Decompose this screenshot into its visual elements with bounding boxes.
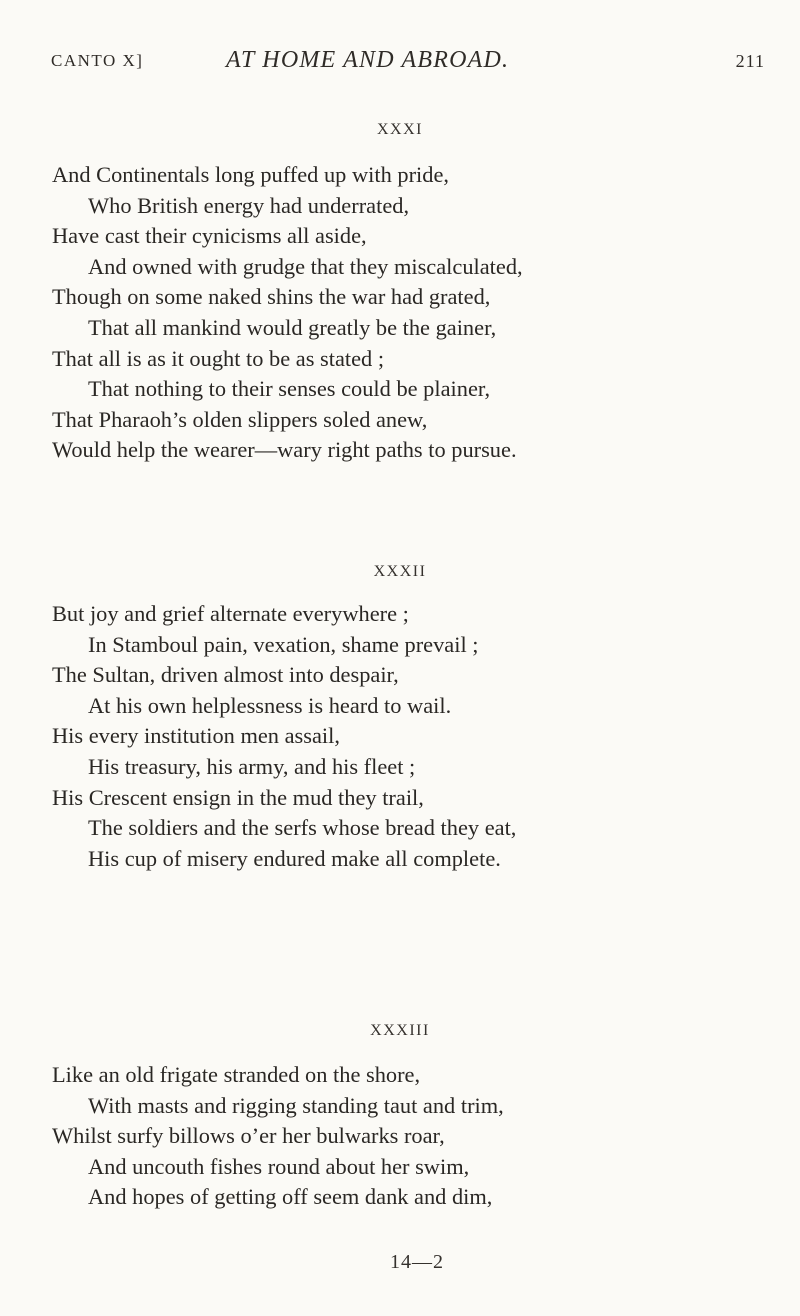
verse-line: The Sultan, driven almost into despair, <box>52 662 399 688</box>
stanza-number: XXXIII <box>370 1022 430 1039</box>
verse-line: That Pharaoh’s olden slippers soled anew, <box>52 406 428 432</box>
verse-line: That all is as it ought to be as stated ; <box>52 345 385 371</box>
stanza-xxxi <box>52 160 772 466</box>
verse-line: His treasury, his army, and his fleet ; <box>88 753 416 779</box>
verse-line: And uncouth fishes round about her swim, <box>88 1153 470 1179</box>
verse-line: His Crescent ensign in the mud they trail, <box>52 784 424 810</box>
verse-line: And owned with grudge that they miscalculated, <box>88 253 523 279</box>
stanza-number: XXXII <box>373 563 427 580</box>
verse-line: That nothing to their senses could be plainer, <box>88 376 491 402</box>
verse-line: And hopes of getting off seem dank and dim, <box>88 1184 493 1210</box>
verse-line: Would help the wearer—wary right paths to pursue. <box>52 437 517 463</box>
verse-line: The soldiers and the serfs whose bread they eat, <box>88 815 517 841</box>
verse-line: His cup of misery endured make all complete. <box>88 845 501 871</box>
stanza-xxxii <box>52 599 772 874</box>
running-head <box>51 46 765 76</box>
canto-label: CANTO X] <box>51 51 144 70</box>
verse-line: But joy and grief alternate everywhere ; <box>52 601 409 626</box>
verse-line: Whilst surfy billows o’er her bulwarks roar, <box>52 1123 445 1149</box>
verse-line: At his own helplessness is heard to wail. <box>88 692 452 718</box>
verse-line: In Stamboul pain, vexation, shame prevail ; <box>88 631 479 657</box>
verse-line: With masts and rigging standing taut and trim, <box>88 1092 504 1118</box>
verse-line: His every institution men assail, <box>52 723 340 749</box>
signature-mark: 14—2 <box>390 1251 444 1273</box>
verse-line: Though on some naked shins the war had grated, <box>52 284 491 310</box>
verse-line: Who British energy had underrated, <box>88 192 410 218</box>
verse-line: That all mankind would greatly be the gainer, <box>88 314 497 340</box>
page-number: 211 <box>735 51 765 71</box>
verse-line: Like an old frigate stranded on the shore, <box>52 1062 421 1087</box>
stanza-number: XXXI <box>377 121 423 138</box>
verse-line: Have cast their cynicisms all aside, <box>52 223 367 249</box>
verse-line: And Continentals long puffed up with pride, <box>52 162 449 187</box>
stanza-xxxiii <box>52 1060 772 1213</box>
running-title: AT HOME AND ABROAD. <box>226 47 510 73</box>
